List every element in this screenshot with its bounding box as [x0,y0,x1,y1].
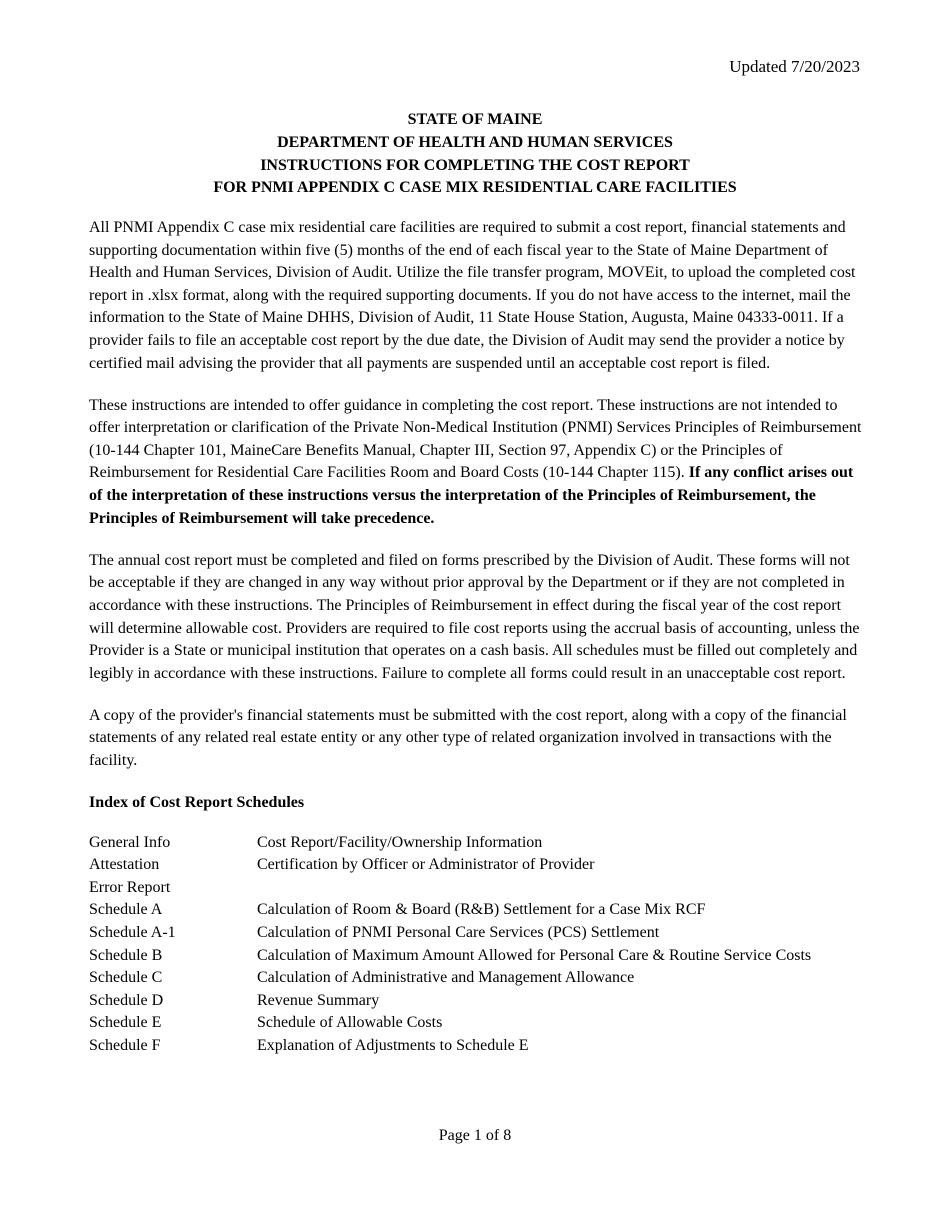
index-schedule-description [257,877,862,900]
index-schedule-description: Explanation of Adjustments to Schedule E [257,1037,529,1054]
index-schedule-code: Schedule F [89,1037,161,1054]
paragraph-forms: The annual cost report must be completed and filed on forms prescribed by the Division of Audit. These forms will not be acceptable if they are changed in any way without prior approval by the Department or if they are not completed in accordance with these instructions. The Principles of Reimbursement in effect during the fiscal year of the cost report will determine allowable cost. Providers are required to file cost reports using the accrual basis of accounting, unless the Provider is a State or municipal institution that operates on a cash basis. All schedules must be filled out completely and legibly in accordance with these instructions. Failure to complete all forms could result in an unacceptable cost report. [89,551,860,682]
updated-date: Updated 7/20/2023 [729,57,860,76]
index-row [89,899,862,922]
index-row [89,945,862,968]
index-schedule-code: Schedule B [89,946,163,964]
index-row [89,854,862,877]
index-schedule-description: Revenue Summary [257,991,380,1009]
title-line-department: DEPARTMENT OF HEALTH AND HUMAN SERVICES [277,133,673,151]
title-line-instructions: INSTRUCTIONS FOR COMPLETING THE COST REPORT [260,156,690,174]
index-schedule-code: Schedule C [89,969,163,987]
page-number: Page 1 of 8 [438,1127,512,1144]
index-table [89,832,862,1058]
index-schedule-description: Calculation of Maximum Amount Allowed for Personal Care & Routine Service Costs [257,946,812,964]
title-line-state: STATE OF MAINE [407,111,543,128]
index-heading: Index of Cost Report Schedules [89,794,305,812]
index-schedule-description: Schedule of Allowable Costs [257,1014,443,1032]
index-schedule-description: Calculation of Administrative and Management Allowance [257,969,635,987]
paragraph-guidance-text: These instructions are intended to offer guidance in completing the cost report. These instructions are not intended to offer interpretation or clarification of the Private Non-Medical Institution (PNMI) Services Principles of Reimbursement (10-144 Chapter 101, MaineCare Benefits Manual, Chapter III, Section 97, Appendix C) or the Principles of Reimbursement for Residential Care Facilities Room and Board Costs (10-144 Chapter 115). [89,396,862,482]
index-schedule-code: Error Report [89,878,171,896]
title-line-facilities: FOR PNMI APPENDIX C CASE MIX RESIDENTIAL CARE FACILITIES [213,179,737,197]
index-row [89,990,862,1013]
index-row [89,1035,862,1058]
document-title [89,109,861,200]
index-row [89,1012,862,1035]
index-schedule-description: Certification by Officer or Administrator of Provider [257,856,595,874]
paragraph-guidance-precedence: If any conflict arises out of the interpretation of these instructions versus the interpretation of the Principles of Reimbursement, the Principles of Reimbursement will take precedence. [89,464,854,527]
paragraph-financial-statements: A copy of the provider's financial statements must be submitted with the cost report, along with a copy of the financial statements of any related real estate entity or any other type of related organization involved in transactions with the facility. [89,706,847,769]
index-schedule-code: Schedule D [89,991,164,1009]
index-row [89,922,862,945]
index-schedule-code: Attestation [89,856,160,874]
index-row [89,832,862,855]
index-schedule-description: Calculation of PNMI Personal Care Services (PCS) Settlement [257,924,660,942]
paragraph-guidance [89,395,862,531]
index-schedule-code: Schedule E [89,1014,162,1032]
index-schedule-description: Cost Report/Facility/Ownership Information [257,833,543,851]
index-row [89,877,862,900]
paragraph-submission: All PNMI Appendix C case mix residential care facilities are required to submit a cost report, financial statements and supporting documentation within five (5) months of the end of each fiscal year to the State of Maine Department of Health and Human Services, Division of Audit. Utilize the file transfer program, MOVEit, to upload the completed cost report in .xlsx format, along with the required supporting documents. If you do not have access to the internet, mail the information to the State of Maine DHHS, Division of Audit, 11 State House Station, Augusta, Maine 04333-0011. If a provider fails to file an acceptable cost report by the due date, the Division of Audit may send the provider a notice by certified mail advising the provider that all payments are suspended until an acceptable cost report is filed. [89,219,856,372]
document-body [89,217,862,1058]
index-schedule-code: Schedule A-1 [89,924,176,942]
index-schedule-code: General Info [89,833,171,851]
index-schedule-code: Schedule A [89,901,163,919]
index-schedule-description: Calculation of Room & Board (R&B) Settlement for a Case Mix RCF [257,901,706,919]
index-row [89,967,862,990]
